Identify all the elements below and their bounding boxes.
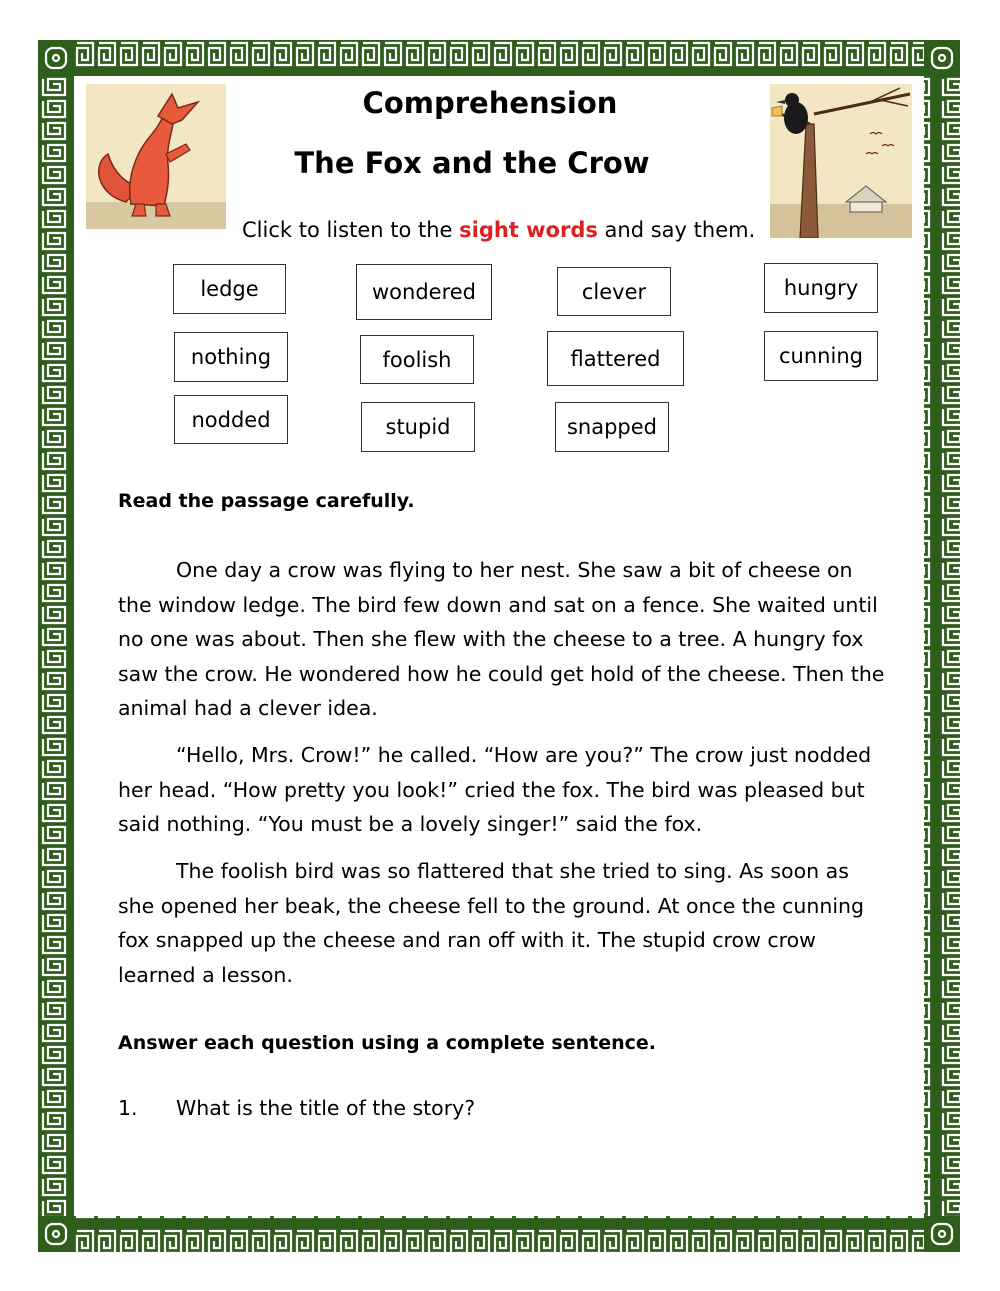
sight-word-ledge-button[interactable]: ledge xyxy=(173,264,286,314)
sight-word-hungry-button[interactable]: hungry xyxy=(764,263,878,313)
paragraph-1-text: One day a crow was flying to her nest. She saw a bit of cheese on the window ledge. The bird few down and sat on a fence. She waited until no one was about. Then she flew with the cheese to a tree. A hungry fox saw the crow. He wondered how he could get hold of the cheese. Then the animal had a clever idea. xyxy=(118,558,885,720)
question-1 xyxy=(118,1096,475,1120)
sight-word-nothing-button[interactable]: nothing xyxy=(174,332,288,382)
paragraph-2-text: “Hello, Mrs. Crow!” he called. “How are you?” The crow just nodded her head. “How pretty you look!” cried the fox. The bird was pleased but said nothing. “You must be a lovely singer!” said the fox. xyxy=(118,743,872,836)
story-title: The Fox and the Crow xyxy=(294,146,650,180)
instruction-highlight: sight words xyxy=(459,218,598,242)
question-number: 1. xyxy=(118,1096,138,1120)
instruction-text-end: and say them. xyxy=(597,218,756,242)
paragraph-3-text: The foolish bird was so flattered that she tried to sing. As soon as she opened her beak, the cheese fell to the ground. At once the cunning fox snapped up the cheese and ran off with it. The stupid crow crow learned a lesson. xyxy=(118,859,865,987)
questions-heading: Answer each question using a complete sentence. xyxy=(118,1032,656,1054)
sight-words-instruction xyxy=(242,218,755,242)
sight-word-clever-button[interactable]: clever xyxy=(557,267,671,316)
passage-paragraph-2 xyxy=(118,738,888,842)
passage-heading: Read the passage carefully. xyxy=(118,490,415,512)
sight-word-snapped-button[interactable]: snapped xyxy=(555,402,669,452)
question-text: What is the title of the story? xyxy=(176,1096,476,1120)
passage-paragraph-3 xyxy=(118,854,888,992)
sight-word-foolish-button[interactable]: foolish xyxy=(360,335,474,384)
sight-word-cunning-button[interactable]: cunning xyxy=(764,331,878,381)
sight-word-nodded-button[interactable]: nodded xyxy=(174,395,288,444)
sight-word-wondered-button[interactable]: wondered xyxy=(356,264,492,320)
sight-word-stupid-button[interactable]: stupid xyxy=(361,402,475,452)
instruction-text-start: Click to listen to the xyxy=(242,218,460,242)
passage-paragraph-1 xyxy=(118,553,888,726)
sight-word-flattered-button[interactable]: flattered xyxy=(547,331,684,386)
page-title: Comprehension xyxy=(362,86,618,120)
